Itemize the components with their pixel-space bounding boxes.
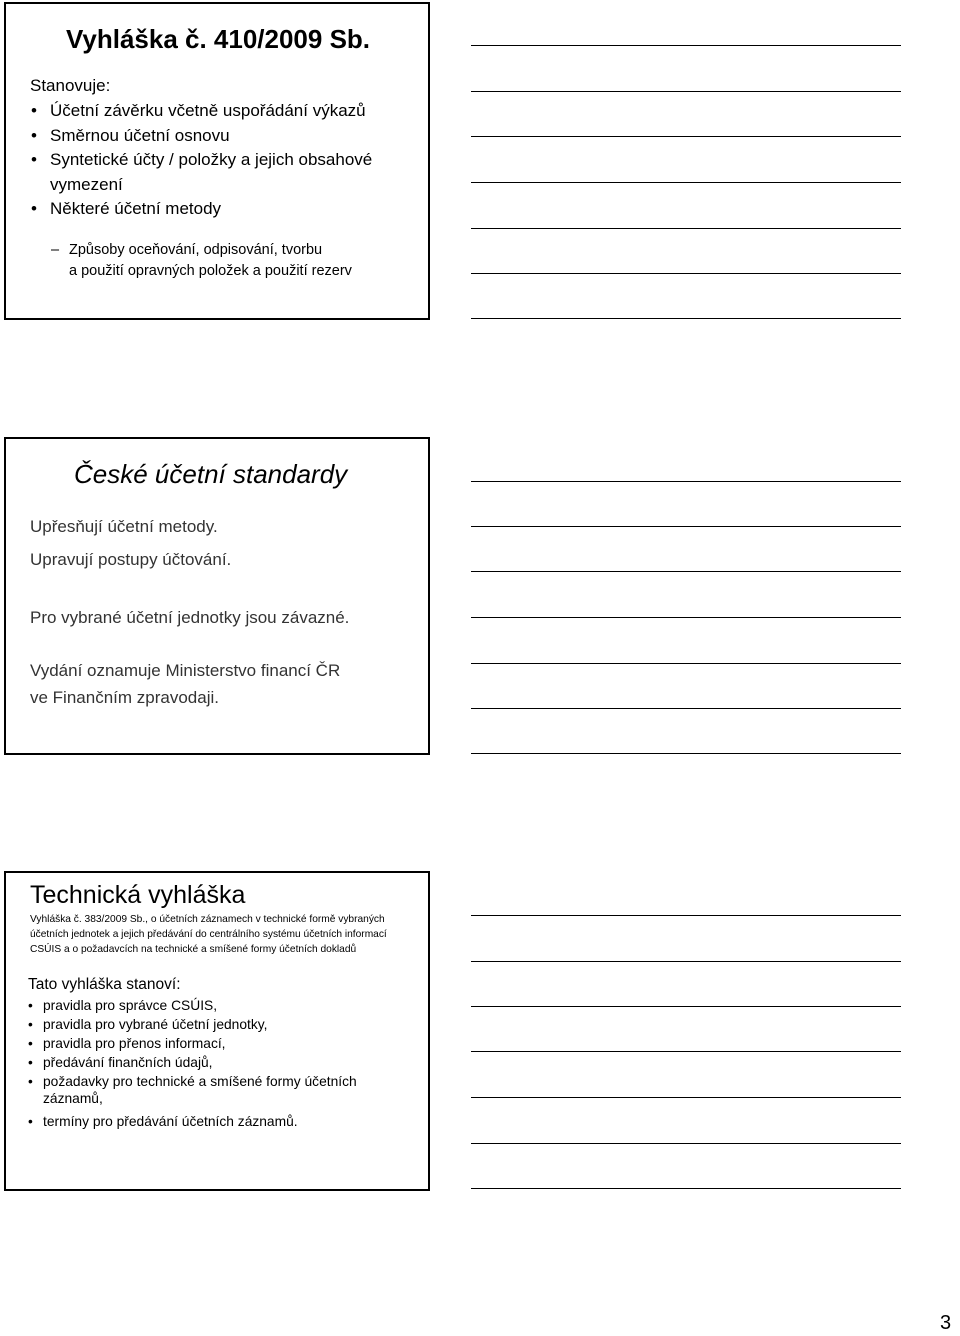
note-line [471,1097,901,1098]
dash-bullet: – [51,242,60,258]
slide-title: Vyhláška č. 410/2009 Sb. [66,24,371,54]
note-line [471,182,901,183]
note-line [471,617,901,618]
list-item: • termíny pro předávání účetních záznamů. [28,1113,403,1130]
page-number: 3 [940,1312,952,1334]
slide-intro: Tato vyhláška stanoví: [28,976,181,993]
note-line [471,961,901,962]
list-item: • předávání finančních údajů, [28,1054,403,1071]
slide-ceske-ucetni-standardy [4,437,430,755]
list-item: • pravidla pro správce CSÚIS, [28,997,403,1014]
note-line [471,91,901,92]
note-line [471,228,901,229]
note-line [471,663,901,664]
note-line [471,526,901,527]
list-item: • Účetní závěrku včetně uspořádání výkazů [30,99,430,124]
note-line [471,1188,901,1189]
slide-vyhlaska-410 [4,2,430,320]
note-line [471,915,901,916]
sub-item-line: Způsoby oceňování, odpisování, tvorbu [69,242,323,258]
text-line: Vydání oznamuje Ministerstvo financí ČR [30,661,341,680]
note-line [471,45,901,46]
note-line [471,571,901,572]
note-line [471,1006,901,1007]
note-line [471,753,901,754]
text-line: Upravují postupy účtování. [30,550,232,569]
note-line [471,136,901,137]
note-line [471,481,901,482]
list-item: • pravidla pro přenos informací, [28,1035,403,1052]
slide-technicka-vyhlaska [4,871,430,1191]
note-line [471,708,901,709]
note-line [471,273,901,274]
note-line [471,1051,901,1052]
text-line: ve Finančním zpravodaji. [30,688,219,707]
sub-item [51,240,352,282]
list-item: • požadavky pro technické a smíšené formy účetních záznamů, [28,1073,403,1107]
bullet-list [28,997,403,1132]
note-line [471,1143,901,1144]
list-item: • Syntetické účty / položky a jejich obsahové vymezení [30,148,430,197]
list-item: • Některé účetní metody [30,197,430,222]
regulation-detail: Vyhláška č. 383/2009 Sb., o účetních záznamech v technické formě vybraných účetních jednotek a jejich předávání do centrálního systému účetních informací CSÚIS a o požadavcích na technické a smíšené formy účetních dokladů [30,914,387,955]
slide-title: České účetní standardy [74,459,348,489]
text-line: Upřesňují účetní metody. [30,517,218,536]
slide-intro: Stanovuje: [30,76,111,95]
text-line: Pro vybrané účetní jednotky jsou závazné. [30,608,350,627]
list-item: • Směrnou účetní osnovu [30,124,430,149]
sub-item-line: a použití opravných položek a použití rezerv [69,263,352,279]
list-item: • pravidla pro vybrané účetní jednotky, [28,1016,403,1033]
slide-title: Technická vyhláška [30,881,246,909]
bullet-list [30,99,430,222]
note-line [471,318,901,319]
